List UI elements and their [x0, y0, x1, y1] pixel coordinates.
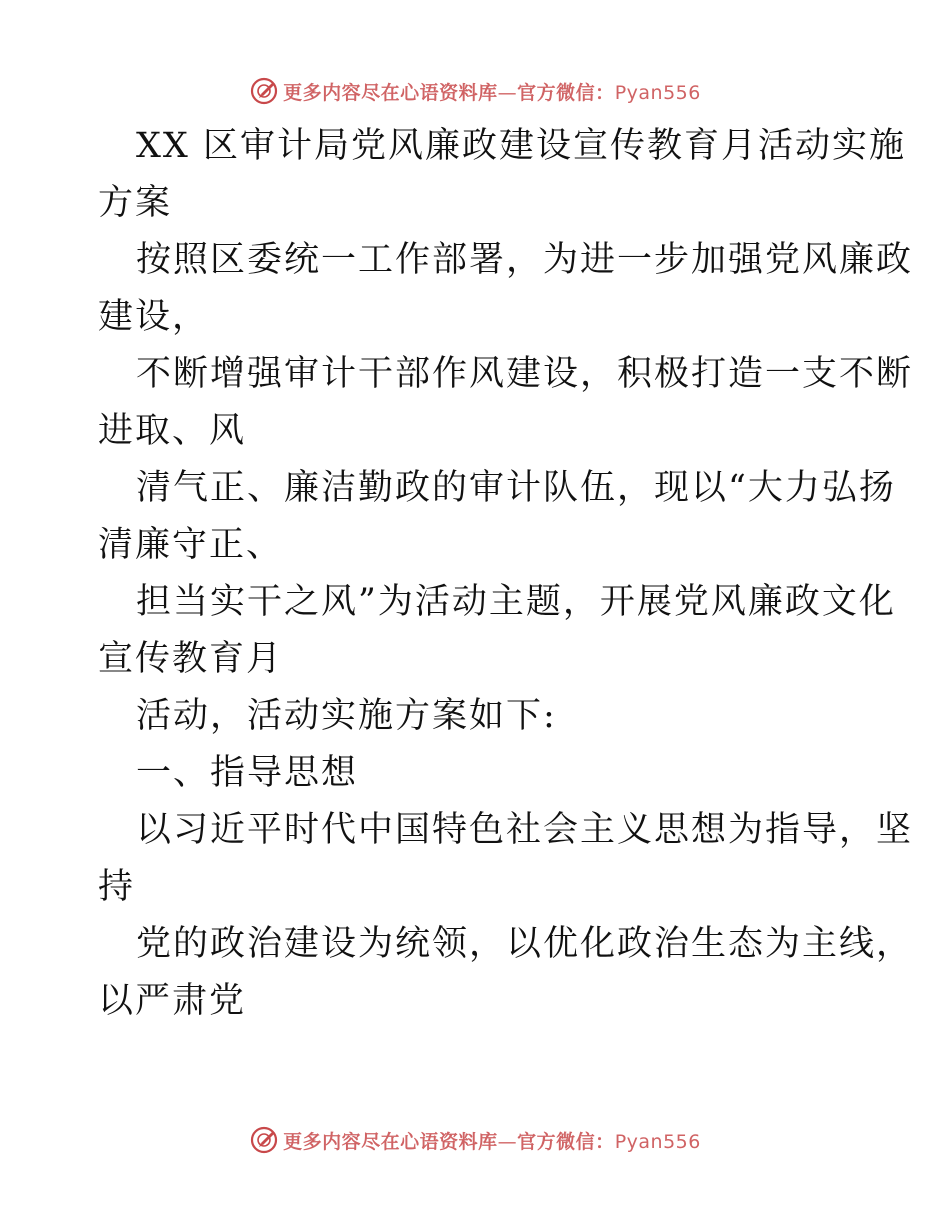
pen-logo-icon — [249, 76, 279, 106]
watermark-banner-top — [0, 71, 950, 111]
paragraph-line: 清气正、廉洁勤政的审计队伍，现以“大力弘扬 — [136, 468, 896, 508]
paragraph-line: 担当实干之风”为活动主题，开展党风廉政文化 — [136, 582, 896, 622]
watermark-text — [283, 78, 701, 105]
watermark-wechat-id: Pyan556 — [614, 81, 701, 104]
watermark-separator: — — [497, 1130, 518, 1153]
pen-logo-icon — [249, 1125, 279, 1155]
paragraph-line: 清廉守正、 — [98, 525, 284, 565]
watermark-brand: 更多内容尽在心语资料库 — [283, 1130, 498, 1153]
paragraph-line: 以严肃党 — [98, 981, 247, 1021]
watermark-wechat-label: 官方微信： — [517, 81, 615, 104]
watermark-wechat-id: Pyan556 — [614, 1130, 701, 1153]
document-title-line-1: XX 区审计局党风廉政建设宣传教育月活动实施 — [136, 126, 906, 166]
paragraph-line: 以习近平时代中国特色社会主义思想为指导，坚 — [136, 810, 914, 850]
watermark-text — [283, 1127, 701, 1154]
document-body — [98, 118, 914, 1030]
watermark-brand: 更多内容尽在心语资料库 — [283, 81, 498, 104]
paragraph-line: 持 — [98, 867, 136, 907]
paragraph-line: 建设， — [98, 297, 210, 337]
document-title-line-2: 方案 — [98, 183, 173, 223]
paragraph-line: 党的政治建设为统领，以优化政治生态为主线， — [136, 924, 914, 964]
paragraph-line: 宣传教育月 — [98, 639, 284, 679]
watermark-separator: — — [497, 81, 518, 104]
paragraph-line: 不断增强审计干部作风建设，积极打造一支不断 — [136, 354, 914, 394]
watermark-banner-bottom — [0, 1120, 950, 1160]
section-heading: 一、指导思想 — [136, 753, 359, 793]
paragraph-line: 按照区委统一工作部署，为进一步加强党风廉政 — [136, 240, 914, 280]
paragraph-line: 活动，活动实施方案如下: — [136, 696, 557, 736]
paragraph-line: 进取、风 — [98, 411, 247, 451]
watermark-wechat-label: 官方微信： — [517, 1130, 615, 1153]
